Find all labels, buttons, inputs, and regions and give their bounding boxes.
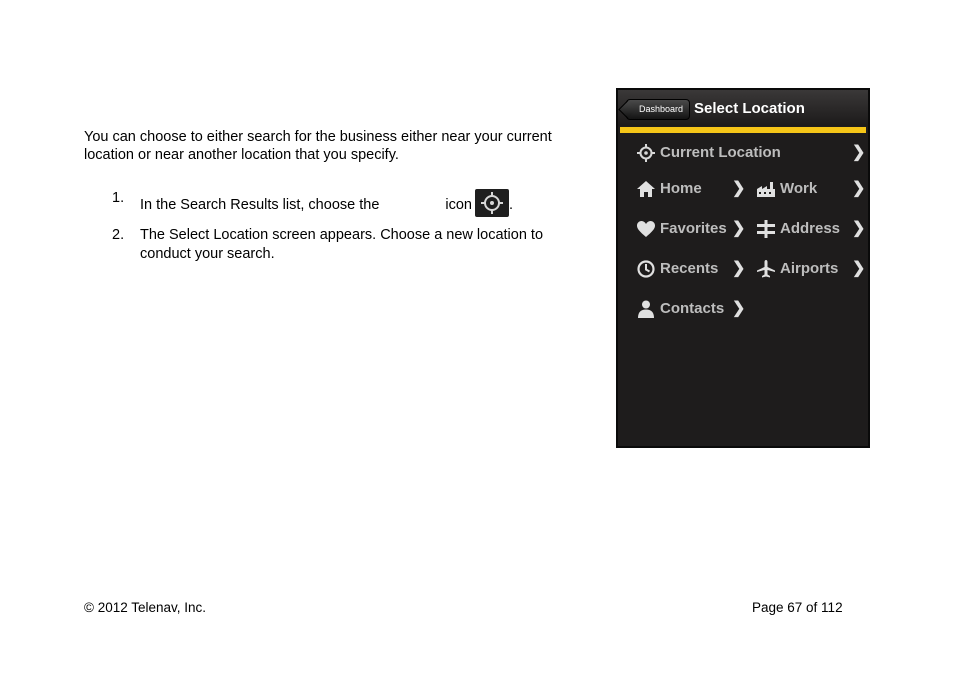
- clock-icon: [636, 260, 656, 278]
- step-2: [84, 226, 574, 264]
- step-1: [84, 189, 574, 217]
- step-text-icon-word: icon: [445, 197, 472, 213]
- contacts-item[interactable]: [636, 299, 746, 319]
- chevron-right-icon: ❯: [732, 300, 746, 317]
- home-item[interactable]: [636, 179, 746, 199]
- item-label: Work: [780, 180, 818, 197]
- chevron-right-icon: ❯: [852, 220, 866, 237]
- heart-icon: [636, 220, 656, 238]
- chevron-right-icon: ❯: [732, 220, 746, 237]
- intro-paragraph: You can choose to either search for the business either near your current location or near another location that you specify.: [84, 129, 552, 163]
- crosshair-icon: [636, 144, 656, 162]
- item-label: Favorites: [660, 220, 727, 237]
- step-text: In the Search Results list, choose the: [140, 197, 380, 213]
- address-item[interactable]: [756, 219, 856, 239]
- navigation-bar: [618, 90, 868, 126]
- step-number: 2.: [112, 227, 125, 243]
- home-icon: [636, 180, 656, 198]
- step-trailing-period: .: [509, 197, 514, 213]
- current-location-icon: [475, 189, 509, 217]
- dashboard-back-button[interactable]: [626, 99, 690, 120]
- phone-screenshot: [616, 88, 870, 448]
- footer-copyright: © 2012 Telenav, Inc.: [84, 600, 207, 615]
- item-label: Contacts: [660, 300, 725, 317]
- airports-item[interactable]: [756, 259, 856, 279]
- item-label: Airports: [780, 260, 839, 277]
- chevron-right-icon: ❯: [732, 260, 746, 277]
- step-text: The Select Location screen appears. Choose a new location to conduct your search.: [140, 227, 544, 262]
- chevron-right-icon: ❯: [852, 260, 866, 277]
- airplane-icon: [756, 260, 776, 278]
- item-label: Current Location: [660, 144, 781, 161]
- person-icon: [636, 300, 656, 318]
- screen-title: Select Location: [694, 100, 805, 117]
- item-label: Home: [660, 180, 702, 197]
- chevron-right-icon: ❯: [852, 180, 866, 197]
- back-button-label: Dashboard: [639, 104, 684, 114]
- recents-item[interactable]: [636, 259, 746, 279]
- steps-list: [84, 189, 574, 264]
- factory-icon: [756, 180, 776, 198]
- footer-page-number: Page 67 of 112: [752, 600, 843, 615]
- chevron-right-icon: ❯: [852, 144, 866, 161]
- current-location-item[interactable]: [636, 143, 861, 163]
- accent-bar: [620, 127, 866, 133]
- signpost-icon: [756, 220, 776, 238]
- favorites-item[interactable]: [636, 219, 746, 239]
- chevron-right-icon: ❯: [732, 180, 746, 197]
- item-label: Address: [780, 220, 841, 237]
- step-number: 1.: [112, 190, 125, 206]
- item-label: Recents: [660, 260, 719, 277]
- work-item[interactable]: [756, 179, 856, 199]
